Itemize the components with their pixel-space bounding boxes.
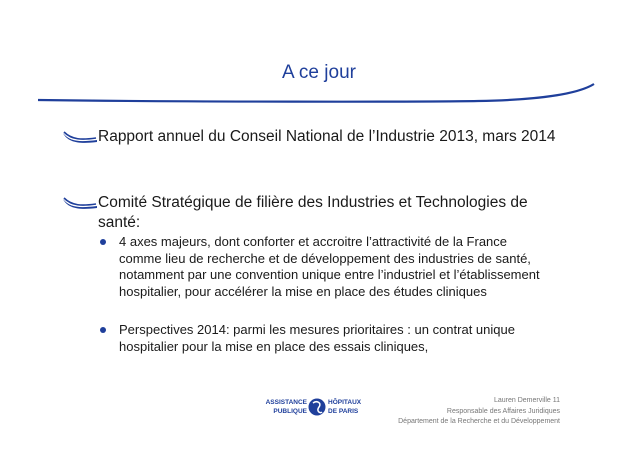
title-underline	[38, 78, 594, 108]
sub-bullet-item	[100, 322, 540, 355]
bullet-item-text: Rapport annuel du Conseil National de l’Industrie 2013, mars 2014	[98, 128, 556, 145]
logo-text-right-1: HÔPITAUX	[328, 399, 362, 406]
dot-bullet-icon	[100, 327, 106, 333]
footer-signature	[398, 396, 560, 428]
footer-role: Responsable des Affaires Juridiques	[446, 407, 560, 415]
dot-bullet-icon	[100, 239, 106, 245]
sub-bullet-text: Perspectives 2014: parmi les mesures prioritaires : un contrat unique hospitalier pour la mise en place des essais cliniques,	[119, 322, 515, 354]
slide-title: A ce jour	[282, 62, 356, 83]
ap-hp-logo	[265, 393, 369, 421]
footer-author: Lauren Demerville 11	[493, 397, 560, 404]
bullet-item-text: Comité Stratégique de filière des Industries et Technologies de santé:	[98, 194, 528, 231]
logo-text-left-1: ASSISTANCE	[265, 399, 307, 406]
logo-text-left-2: PUBLIQUE	[273, 408, 307, 415]
sub-bullet-text: 4 axes majeurs, dont conforter et accroitre l’attractivité de la France comme lieu de recherche et de développement des industries de santé, notamment par une convention unique entre l’industriel et l’établissement hospitalier, pour accélérer la mise en place des études cliniques	[119, 234, 540, 299]
logo-text-right-2: DE PARIS	[328, 408, 359, 415]
footer-department: Département de la Recherche et du Développement	[398, 418, 560, 425]
bullet-item	[62, 127, 562, 147]
bullet-item	[62, 193, 562, 233]
swoosh-bullet-icon	[62, 130, 98, 144]
swoosh-bullet-icon	[62, 196, 98, 210]
sub-bullet-item	[100, 234, 540, 300]
